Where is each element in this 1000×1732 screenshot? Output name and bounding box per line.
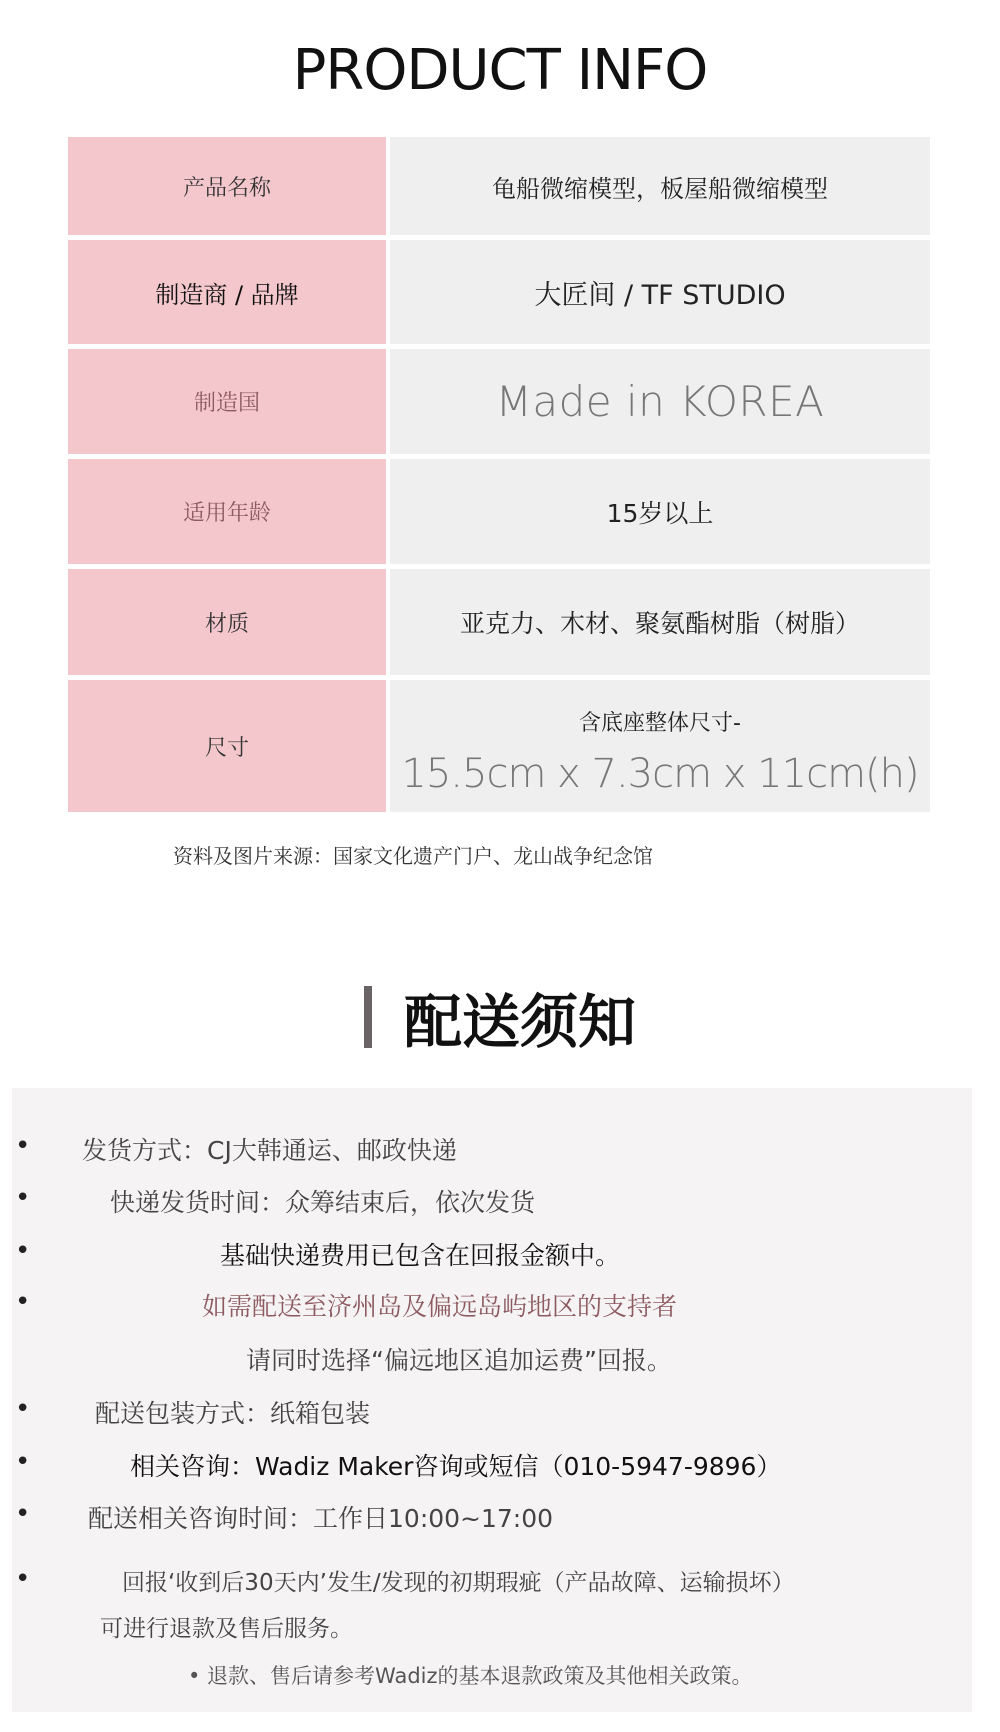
bullet-icon: • [15,1447,31,1477]
heading-bar [364,986,372,1048]
info-row-age [68,459,930,564]
bullet-icon: • [15,1131,31,1161]
source-note: 资料及图片来源：国家文化遗产门户、龙山战争纪念馆 [173,844,653,868]
info-value: Made in KOREA [390,349,930,454]
page-title: PRODUCT INFO [292,38,708,103]
info-label: 尺寸 [68,680,386,812]
info-value-size [390,680,930,812]
bullet-icon: • [15,1499,31,1529]
info-value: 亚克力、木材、聚氨酯树脂（树脂） [390,569,930,675]
info-row-material [68,569,930,675]
bullet-icon: • [15,1183,31,1213]
info-label: 适用年龄 [68,459,386,564]
info-label: 材质 [68,569,386,675]
refund-note: • 退款、售后请参考Wadiz的基本退款政策及其他相关政策。 [188,1664,753,1688]
size-label: 含底座整体尺寸- [579,710,741,736]
info-row-size [68,680,930,812]
info-label: 制造商 / 品牌 [68,240,386,344]
info-row-brand [68,240,930,344]
shipping-heading-text: 配送须知 [403,988,636,1056]
info-value: 大匠间 / TF STUDIO [390,240,930,344]
info-label: 产品名称 [68,137,386,235]
info-row-name [68,137,930,235]
info-value: 15岁以上 [390,459,930,564]
info-label: 制造国 [68,349,386,454]
bullet-icon: • [15,1564,31,1594]
info-row-country [68,349,930,454]
bullet-icon: • [15,1287,31,1317]
info-value: 龟船微缩模型，板屋船微缩模型 [390,137,930,235]
bullet-icon: • [15,1236,31,1266]
product-info-table [68,137,930,817]
bullet-icon: • [15,1394,31,1424]
size-value: 15.5cm x 7.3cm x 11cm(h) [401,750,919,797]
shipping-heading [0,975,1000,1059]
